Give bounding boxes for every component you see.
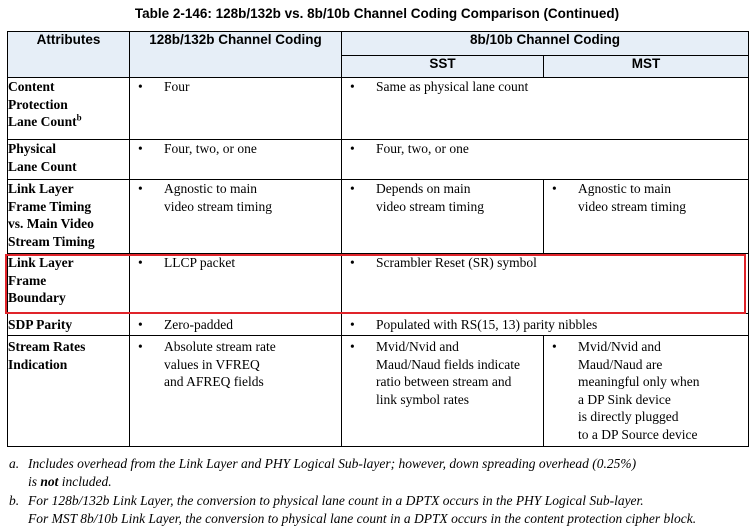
bullet-icon: • — [552, 181, 557, 196]
attribute-cell: Link Layer Frame Timing vs. Main Video Stream Timing — [8, 180, 130, 254]
value-cell-128b132b: • Zero-padded — [130, 314, 342, 336]
table-row — [8, 78, 749, 140]
bullet-icon: • — [350, 79, 355, 94]
bullet-icon: • — [350, 317, 355, 332]
footnote-text: For 128b/132b Link Layer, the conversion to physical lane count in a DPTX occurs in the PHY Logical Sub-layer. For MST 8b/10b Link Layer, the conversion to physical lane count in a DPTX occurs in the content protection cipher block. — [28, 493, 697, 526]
value-cell-8b10b: • Same as physical lane count — [342, 78, 749, 140]
value-cell-mst: • Agnostic to main video stream timing — [544, 180, 749, 254]
attribute-cell: Content Protection Lane Count$^b$ — [8, 78, 130, 140]
table-row — [8, 140, 749, 180]
value-cell-128b132b: • LLCP packet — [130, 254, 342, 314]
bullet-icon: • — [350, 141, 355, 156]
bullet-icon: • — [138, 255, 143, 270]
value-cell-sst: • Depends on main video stream timing — [342, 180, 544, 254]
header-sst: SST — [342, 56, 544, 78]
bullet-icon: • — [138, 181, 143, 196]
value-cell-8b10b: • Four, two, or one — [342, 140, 749, 180]
table-row — [8, 336, 749, 447]
header-row — [8, 32, 749, 56]
comparison-table — [7, 31, 749, 447]
table-row — [8, 254, 749, 314]
table-caption: Table 2-146: 128b/132b vs. 8b/10b Channel Coding Comparison (Continued) — [134, 6, 620, 21]
value-cell-128b132b: • Absolute stream rate values in VFREQ and AFREQ fields — [130, 336, 342, 447]
table-row — [8, 180, 749, 254]
bullet-icon: • — [138, 317, 143, 332]
emphasis-not: not — [40, 473, 59, 489]
footnote-a — [9, 455, 749, 490]
value-cell-128b132b: • Four, two, or one — [130, 140, 342, 180]
header-attributes: Attributes — [8, 32, 130, 78]
bullet-icon: • — [138, 141, 143, 156]
bullet-icon: • — [350, 255, 355, 270]
footnote-label: a. — [9, 456, 20, 471]
bullet-icon: • — [350, 339, 355, 354]
value-cell-8b10b: • Populated with RS(15, 13) parity nibbles — [342, 314, 749, 336]
header-128b132b: 128b/132b Channel Coding — [130, 32, 342, 78]
table-row — [8, 314, 749, 336]
footnote-label: b. — [9, 493, 20, 508]
value-cell-mst: • Mvid/Nvid and Maud/Naud are meaningful only when a DP Sink device is directly plugged to a DP Source device — [544, 336, 749, 447]
value-cell-8b10b: • Scrambler Reset (SR) symbol — [342, 254, 749, 314]
value-cell-128b132b: • Four — [130, 78, 342, 140]
header-mst: MST — [544, 56, 749, 78]
value-cell-128b132b: • Agnostic to main video stream timing — [130, 180, 342, 254]
attribute-cell: SDP Parity — [8, 314, 130, 336]
bullet-icon: • — [552, 339, 557, 354]
table-footnotes — [9, 455, 749, 529]
value-cell-sst: • Mvid/Nvid and Maud/Naud fields indicate ratio between stream and link symbol rates — [342, 336, 544, 447]
footnote-ref: b — [76, 112, 82, 123]
footnote-text: Includes overhead from the Link Layer and PHY Logical Sub-layer; however, down spreading overhead (0.25%) is not included. — [28, 456, 637, 489]
footnote-b — [9, 492, 749, 527]
bullet-icon: • — [350, 181, 355, 196]
attribute-cell: Physical Lane Count — [8, 140, 130, 180]
attribute-cell: Link Layer Frame Boundary — [8, 254, 130, 314]
header-8b10b: 8b/10b Channel Coding — [342, 32, 749, 56]
attribute-cell: Stream Rates Indication — [8, 336, 130, 447]
bullet-icon: • — [138, 339, 143, 354]
bullet-icon: • — [138, 79, 143, 94]
